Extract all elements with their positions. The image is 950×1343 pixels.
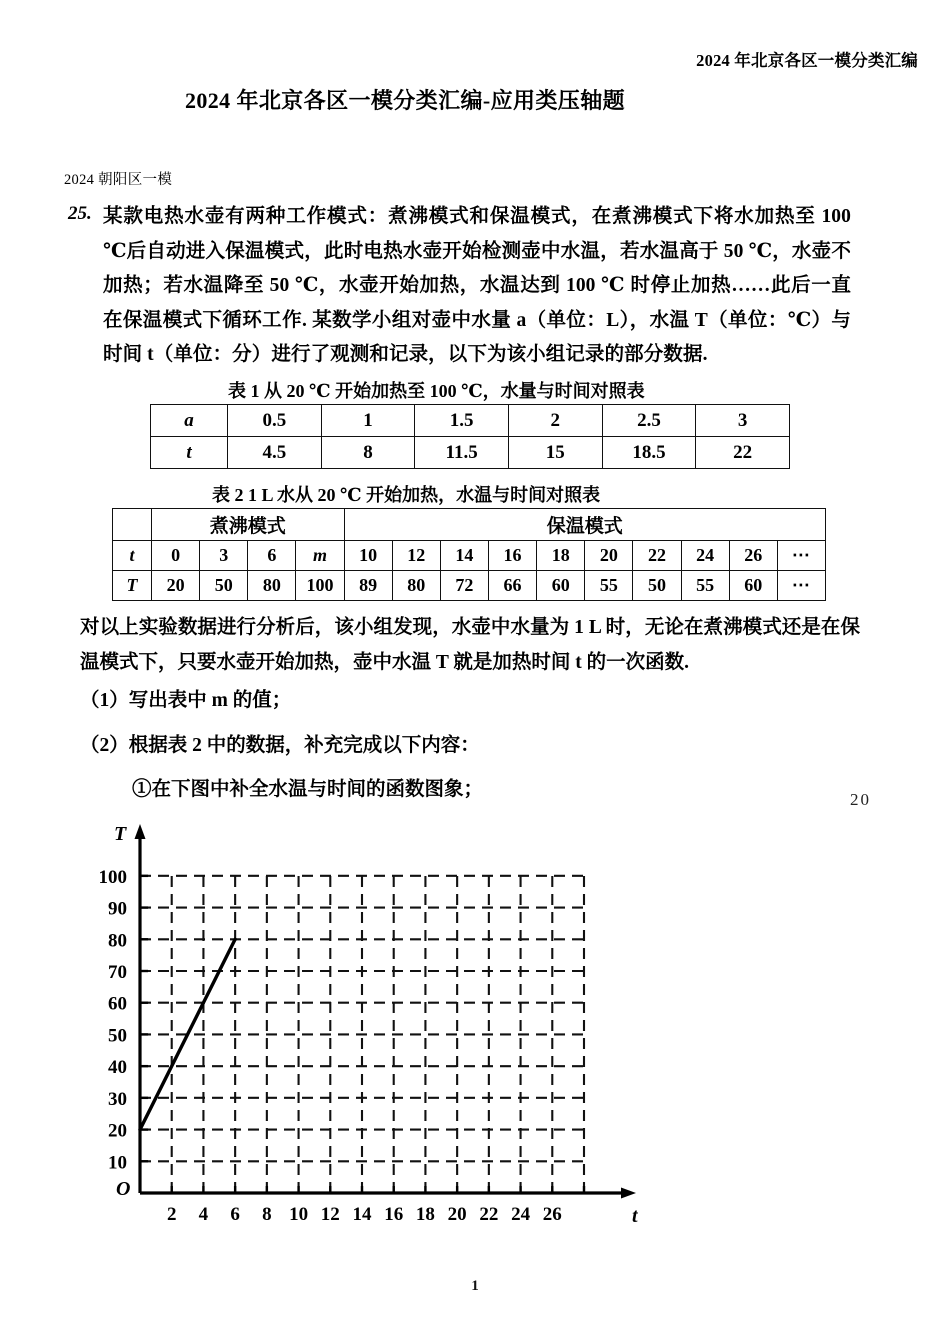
table2-cell: 50 — [633, 571, 681, 601]
question-number: 25. — [68, 203, 92, 224]
y-tick-label: 40 — [108, 1057, 127, 1079]
table2-row-header: T — [113, 571, 152, 601]
table2-cell: 12 — [392, 541, 440, 571]
temperature-time-graph — [72, 812, 652, 1242]
table-row — [151, 437, 790, 469]
question-stem: 某款电热水壶有两种工作模式：煮沸模式和保温模式，在煮沸模式下将水加热至 100 ℃后自动进入保温模式，此时电热水壶开始检测壶中水温，若水温高于 50 ℃，水壶不加热；若水温降至 50 ℃，水壶开始加热，水温达到 100 ℃ 时停止加热……此后一直在保温模式下循环工作. 某数学小组对壶中水量 a（单位：L），水温 T（单位：℃）与时间 t（单位：分）进行了观测和记录，以下为该小组记录的部分数据. — [103, 206, 851, 365]
table1-cell: 18.5 — [602, 437, 696, 469]
table2-mode-boil-header: 煮沸模式 — [152, 509, 345, 541]
table2-cell: 55 — [585, 571, 633, 601]
x-tick-label: 10 — [289, 1204, 309, 1225]
table1-cell: 3 — [696, 405, 790, 437]
grid-lines — [140, 876, 584, 1193]
x-tick-label: 16 — [384, 1204, 404, 1225]
table-row — [113, 509, 826, 541]
x-tick-label: 26 — [542, 1204, 562, 1225]
table2-cell: 3 — [200, 541, 248, 571]
table2-cell: 66 — [488, 571, 536, 601]
x-tick-label: 6 — [230, 1204, 240, 1225]
section-label: 2024 朝阳区一模 — [64, 172, 173, 188]
table2-cell: 22 — [633, 541, 681, 571]
table2-cell: 24 — [681, 541, 729, 571]
question-part-1: （1）写出表中 m 的值； — [80, 690, 292, 711]
table1-cell: 11.5 — [415, 437, 509, 469]
y-tick-label: 90 — [108, 898, 127, 920]
table2-cell: 26 — [729, 541, 777, 571]
running-head: 2024 年北京各区一模分类汇编 — [696, 51, 918, 70]
x-tick-label: 8 — [262, 1204, 272, 1225]
table2-cell: ⋯ — [777, 541, 825, 571]
page-marker-right: 20 — [850, 790, 871, 809]
y-tick-label: 60 — [108, 993, 127, 1015]
table2-cell: 60 — [537, 571, 585, 601]
y-tick-label: 50 — [108, 1025, 127, 1047]
table2-cell: 100 — [296, 571, 344, 601]
table1-caption: 表 1 从 20 ℃ 开始加热至 100 ℃，水量与时间对照表 — [228, 381, 645, 401]
table2-cell: 80 — [392, 571, 440, 601]
table1-row-header: t — [151, 437, 228, 469]
x-tick-label: 12 — [320, 1204, 340, 1225]
axes — [135, 824, 637, 1199]
table2-cell: 80 — [248, 571, 296, 601]
graph-svg — [72, 812, 652, 1242]
y-axis-label: T — [114, 823, 127, 845]
page-number-footer: 1 — [471, 1278, 479, 1294]
origin-label: O — [116, 1178, 131, 1200]
table2-cell: 50 — [200, 571, 248, 601]
x-axis-label: t — [632, 1205, 638, 1227]
y-tick-label: 100 — [98, 866, 127, 888]
table1-cell: 8 — [321, 437, 415, 469]
table2-cell: 89 — [344, 571, 392, 601]
table2-corner-cell — [113, 509, 152, 541]
table2-cell: 72 — [440, 571, 488, 601]
table2-cell: m — [296, 541, 344, 571]
y-axis-tick-labels — [99, 867, 128, 1173]
table2-cell: 0 — [152, 541, 200, 571]
table2-row-header: t — [113, 541, 152, 571]
table1-cell: 1.5 — [415, 405, 509, 437]
x-tick-label: 14 — [352, 1204, 372, 1225]
y-tick-label: 10 — [108, 1152, 127, 1174]
table1-cell: 2.5 — [602, 405, 696, 437]
y-tick-label: 70 — [108, 962, 127, 983]
table2-cell: 6 — [248, 541, 296, 571]
table2-cell: 16 — [488, 541, 536, 571]
x-tick-label: 18 — [415, 1204, 435, 1225]
table2-cell: ⋯ — [777, 571, 825, 601]
table2-cell: 55 — [681, 571, 729, 601]
table1-row-header: a — [151, 405, 228, 437]
question-part-2: （2）根据表 2 中的数据，补充完成以下内容： — [80, 735, 480, 756]
table2-cell: 10 — [344, 541, 392, 571]
table2-cell: 60 — [729, 571, 777, 601]
table2 — [112, 508, 826, 601]
table2-mode-keep-header: 保温模式 — [344, 509, 825, 541]
table1-cell: 1 — [321, 405, 415, 437]
table2-cell: 20 — [152, 571, 200, 601]
table-row — [113, 541, 826, 571]
x-tick-label: 20 — [447, 1204, 467, 1225]
table-row — [113, 571, 826, 601]
table-row — [151, 405, 790, 437]
y-tick-label: 80 — [108, 930, 127, 952]
table2-cell: 18 — [537, 541, 585, 571]
y-tick-label: 30 — [108, 1088, 127, 1110]
analysis-paragraph: 对以上实验数据进行分析后，该小组发现，水壶中水量为 1 L 时，无论在煮沸模式还是在保温模式下，只要水壶开始加热，壶中水温 T 就是加热时间 t 的一次函数. — [80, 617, 860, 673]
question-part-2a: ①在下图中补全水温与时间的函数图象； — [132, 779, 484, 800]
y-tick-label: 20 — [108, 1120, 127, 1142]
table1-cell: 0.5 — [228, 405, 322, 437]
table1-cell: 22 — [696, 437, 790, 469]
page-title: 2024 年北京各区一模分类汇编-应用类压轴题 — [184, 88, 626, 113]
table2-cell: 14 — [440, 541, 488, 571]
table1 — [150, 404, 790, 469]
table1-cell: 4.5 — [228, 437, 322, 469]
x-axis-tick-labels — [167, 1204, 562, 1225]
x-tick-label: 24 — [511, 1204, 531, 1225]
table1-cell: 15 — [508, 437, 602, 469]
table1-cell: 2 — [508, 405, 602, 437]
table2-caption: 表 2 1 L 水从 20 ℃ 开始加热，水温与时间对照表 — [212, 485, 601, 505]
x-tick-label: 2 — [166, 1204, 177, 1225]
x-tick-label: 22 — [479, 1204, 499, 1225]
table2-cell: 20 — [585, 541, 633, 571]
x-tick-label: 4 — [198, 1204, 209, 1225]
